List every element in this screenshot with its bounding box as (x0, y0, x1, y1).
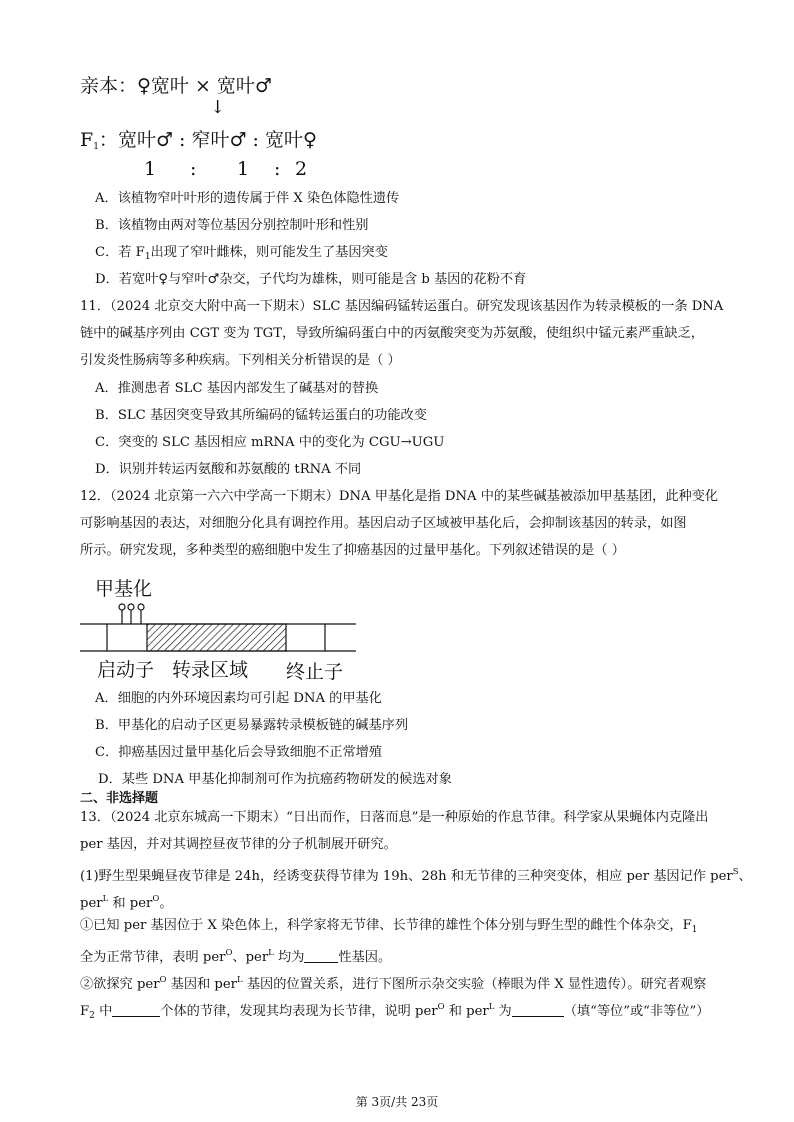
q12-option-c: C．抑癌基因过量甲基化后会导致细胞不正常增殖 (95, 745, 383, 760)
promoter-label: 启动子 (97, 659, 155, 681)
cross-f1-line: $F_1$：宽叶♂ : 窄叶♂ : 宽叶♀ (80, 129, 317, 152)
q12-stem-line-3: 所示。研究发现，多种类型的癌细胞中发生了抑癌基因的过量甲基化。下列叙述错误的是（ ） (80, 543, 625, 558)
transcription-region-box (147, 624, 286, 651)
q13-sub2-line-2: $F_2$ 中 个体的节律，发现其均表现为长节律，说明 per$^O$ 和 per$^L$ 为 （填“等位”或“非等位”） (80, 1002, 710, 1021)
q10-option-a: A．该植物窄叶叶形的遗传属于伴 X 染色体隐性遗传 (95, 191, 400, 206)
parent-cross: ♀宽叶 × 宽叶♂ (137, 75, 272, 97)
f1-label: F (80, 129, 94, 151)
q10-option-d: D．若宽叶♀与窄叶♂杂交，子代均为雄株，则可能是含 b 基因的花粉不育 (95, 272, 527, 287)
q13-stem-line-1: 13．（2024 北京东城高一下期末）“日出而作，日落而息”是一种原始的作息节律。科学家从果蝇体内克隆出 (80, 810, 709, 825)
methylation-label: 甲基化 (95, 578, 153, 600)
q10-option-c: C．若 $F_1$出现了窄叶雌株，则可能发生了基因突变 (95, 245, 388, 262)
q11-stem-line-1: 11．（2024 北京交大附中高一下期末）SLC 基因编码锰转运蛋白。研究发现该基因作为转录模板的一条 DNA (80, 299, 724, 314)
q11-stem-line-3: 引发炎性肠病等多种疾病。下列相关分析错误的是（ ） (80, 353, 401, 368)
terminator-label: 终止子 (286, 661, 344, 683)
f1-ratio-sep-1: : (190, 158, 197, 180)
f1-ratio-2: 1 (237, 158, 250, 180)
answer-blank-1[interactable] (304, 948, 338, 963)
cross-arrow: ↓ (210, 97, 226, 118)
q12-option-d: D．某些 DNA 甲基化抑制剂可作为抗癌药物研发的候选对象 (98, 772, 452, 787)
q12-stem-line-2: 可影响基因的表达，对细胞分化具有调控作用。基因启动子区域被甲基化后，会抑制该基因的转录，如图 (80, 516, 687, 531)
methylation-diagram (78, 574, 368, 686)
answer-blank-3[interactable] (512, 1002, 564, 1017)
section-heading-non-choice: 二、非选择题 (80, 791, 159, 806)
q11-option-b: B．SLC 基因突变导致其所编码的锰转运蛋白的功能改变 (95, 408, 427, 423)
q12-stem-line-1: 12．（2024 北京第一六六中学高一下期末）DNA 甲基化是指 DNA 中的某些碱基被添加甲基基团，此种变化 (80, 489, 719, 504)
q11-stem-line-2: 链中的碱基序列由 CGT 变为 TGT，导致所编码蛋白中的丙氨酸突变为苏氨酸，使组织中锰元素严重缺乏， (80, 326, 704, 341)
q13-part1-line-2: per$^L$ 和 per$^O$。 (80, 894, 173, 911)
answer-blank-2[interactable] (112, 1002, 160, 1017)
f1-ratio-1: 1 (144, 158, 157, 180)
q12-option-a: A．细胞的内外环境因素均可引起 DNA 的甲基化 (95, 691, 382, 706)
f1-ratio-sep-2: : (274, 158, 281, 180)
parent-label: 亲本： (80, 75, 138, 97)
page-footer: 第 3页/共 23页 (355, 1095, 439, 1109)
q11-option-c: C．突变的 SLC 基因相应 mRNA 中的变化为 CGU→UGU (95, 435, 445, 450)
q13-sub1-line-1: ①已知 per 基因位于 X 染色体上，科学家将无节律、长节律的雄性个体分别与野生型的雌性个体杂交，$F_1$ (80, 918, 698, 935)
q13-stem-line-2: per 基因，并对其调控昼夜节律的分子机制展开研究。 (80, 837, 397, 852)
q13-part1-line-1: (1)野生型果蝇昼夜节律是 24h，经诱变获得节律为 19h、28h 和无节律的三种突变体，相应 per 基因记作 per$^S$、 (80, 867, 752, 884)
transcription-region-label: 转录区域 (172, 659, 249, 681)
cross-parent-line (80, 74, 272, 98)
q12-option-b: B．甲基化的启动子区更易暴露转录模板链的碱基序列 (95, 718, 409, 733)
q13-sub1-line-2: 全为正常节律，表明 per$^O$、per$^L$ 均为 性基因。 (80, 948, 392, 965)
q11-option-a: A．推测患者 SLC 基因内部发生了碱基对的替换 (95, 381, 379, 396)
f1-ratio-3: 2 (295, 158, 308, 180)
q11-option-d: D．识别并转运丙氨酸和苏氨酸的 tRNA 不同 (95, 462, 362, 477)
q10-option-b: B．该植物由两对等位基因分别控制叶形和性别 (95, 218, 369, 233)
f1-types: 宽叶♂ : 窄叶♂ : 宽叶♀ (117, 129, 317, 151)
q13-sub2-line-1: ②欲探究 per$^O$ 基因和 per$^L$ 基因的位置关系，进行下图所示杂交实验（棒眼为伴 X 显性遗传）。研究者观察 (80, 975, 707, 992)
methyl-group-marks (119, 604, 144, 624)
